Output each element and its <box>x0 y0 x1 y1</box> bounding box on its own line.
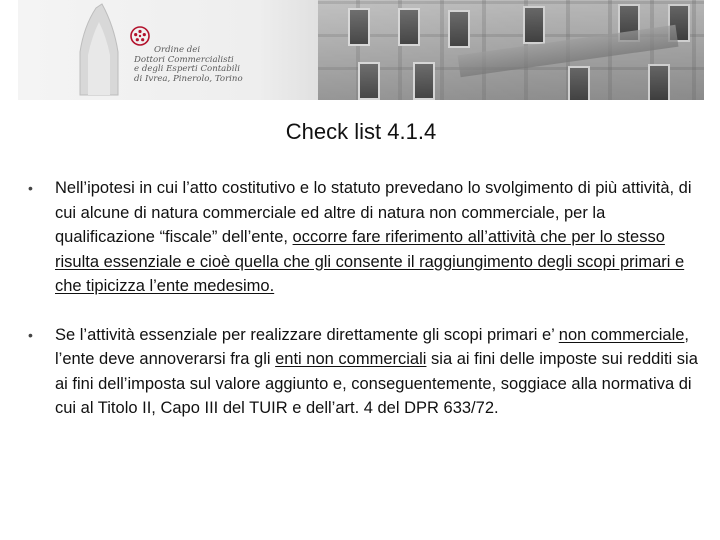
bullet-item <box>28 323 700 421</box>
order-logo <box>18 0 318 100</box>
bullet-underlined-text: enti non commerciali <box>275 350 427 368</box>
logo-line: di Ivrea, Pinerolo, Torino <box>134 73 243 84</box>
bullet-underlined-text: non commerciale <box>558 325 685 344</box>
logo-line: Ordine dei <box>154 45 201 55</box>
bullet-text: , l’ente deve annoverarsi fra gli <box>55 325 690 368</box>
slide-title-text: Check list 4.1.4 <box>285 119 437 144</box>
bullet-text: sia ai fini delle imposte sui redditi sia ai fini dell’imposta sul valore aggiunto e, conseguentemente, soggiace alla normativa di cui al Titolo II, Capo III del TUIR e dell’art. 4 del DPR 633/72. <box>55 350 698 417</box>
logo-line: Dottori Commercialisti <box>134 54 234 65</box>
logo-text <box>134 46 304 84</box>
bullet-list <box>28 176 700 421</box>
bullet-dot-icon: • <box>28 326 33 343</box>
bullet-dot-icon: • <box>28 180 33 196</box>
logo-line: e degli Esperti Contabili <box>134 64 241 74</box>
bullet-underlined-text: occorre fare riferimento all’attività che per lo stesso risulta essenziale e cioè quella che gli consente il raggiungimento degli scopi primari e che tipicizza l’ente medesimo. <box>55 228 685 295</box>
header-banner <box>18 0 704 100</box>
bullet-text: Se l’attività essenziale per realizzare direttamente gli scopi primari e’ <box>55 325 559 344</box>
slide-title <box>0 119 720 145</box>
bullet-item <box>28 176 700 299</box>
bullet-text: Nell’ipotesi in cui l’atto costitutivo e lo statuto prevedano lo svolgimento di più attività, di cui alcune di natura commerciale ed altre di natura non commerciale, per la qualificazione “fiscale” dell’ente, <box>55 179 692 246</box>
